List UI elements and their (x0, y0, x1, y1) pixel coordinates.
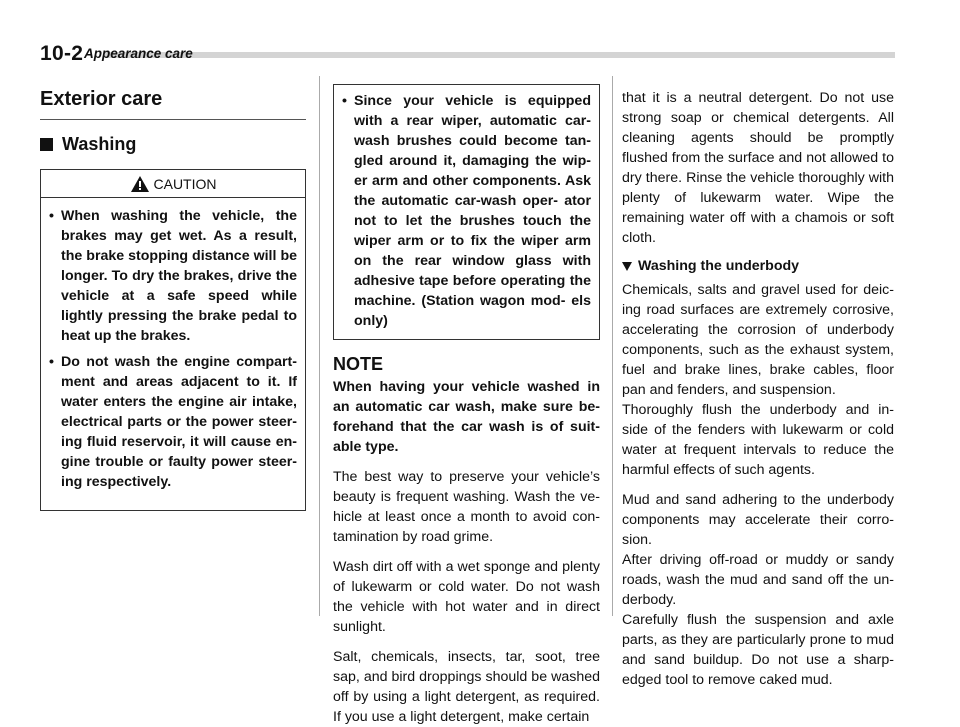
heading-rule (40, 119, 306, 120)
body-paragraph: Wash dirt off with a wet sponge and plenty of lukewarm or cold water. Do not wash the vehicle with hot water and in direct sunlight. (333, 559, 600, 635)
column-divider (612, 76, 613, 616)
square-bullet-icon (40, 138, 53, 151)
body-paragraph: After driving off-road or muddy or sandy roads, wash the mud and sand off the un- derbody. (622, 552, 894, 608)
header-rule (105, 52, 895, 58)
list-item (49, 206, 297, 346)
body-paragraph: Carefully flush the suspension and axle parts, as they are particularly prone to mud and sand buildup. Do not use a sharp-edged tool to remove caked mud. (622, 612, 894, 688)
column-divider (319, 76, 320, 616)
page-header (0, 40, 960, 66)
list-item-text: Since your vehicle is equipped with a rear wiper, automatic car- wash brushes could become tan- gled around it, damaging the wip- er arm and other components. Ask the automatic car-wash oper- ator not to let the brushes touch the wiper arm or to fix the wiper arm on the rear window glass with adhesive tape before operating the machine. (Station wagon mod- els only) (354, 93, 591, 329)
body-paragraph: Chemicals, salts and gravel used for deic- ing road surfaces are extremely corrosive, accelerating the corrosion of underbody components, such as the exhaust system, fuel and brake lines, brake cables, floor pan and fenders, and suspension. (622, 282, 894, 398)
continued-caution-box (333, 84, 600, 340)
body-paragraph: Thoroughly flush the underbody and in- side of the fenders with lukewarm or cold water at frequent intervals to reduce the harmful effects of such agents. (622, 402, 894, 478)
list-item (49, 352, 297, 492)
subheading (622, 258, 894, 274)
note-title: NOTE (333, 354, 384, 374)
subheading-text: Washing the underbody (638, 258, 800, 274)
page-number: 10-2 (40, 42, 84, 65)
caution-list (41, 198, 305, 510)
warning-icon (130, 175, 150, 193)
section-heading-text: Washing (62, 134, 137, 154)
chapter-heading: Exterior care (40, 88, 163, 110)
caution-box (40, 169, 306, 511)
body-paragraph: Salt, chemicals, insects, tar, soot, tree sap, and bird droppings should be washed off by using a light detergent, as required. If you use a light detergent, make certain (333, 649, 600, 725)
section-heading (40, 134, 306, 155)
body-paragraph: that it is a neutral detergent. Do not use strong soap or chemical detergents. All cleaning agents should be promptly flushed from the surface and not allowed to dry there. Rinse the vehicle thoroughly with plenty of lukewarm water. Wipe the remaining water off with a chamois or soft cloth. (622, 90, 894, 246)
bullet-dot-icon: • (49, 354, 54, 370)
triangle-down-icon (622, 261, 632, 271)
column-3 (622, 88, 894, 690)
column-1 (40, 88, 306, 511)
column-2 (333, 84, 600, 727)
note-text: When having your vehicle washed in an automatic car wash, make sure be- forehand that the car wash is of suit- able type. (333, 379, 600, 455)
list-item (342, 91, 591, 331)
section-title: Appearance care (84, 46, 193, 61)
caution-header (41, 170, 305, 198)
caution-label: CAUTION (153, 175, 217, 192)
list-item-text: Do not wash the engine compart- ment and areas adjacent to it. If water enters the engine air intake, electrical parts or the power steer- ing fluid reservoir, it will cause en- gine trouble or faulty power steer- ing respectively. (61, 354, 297, 490)
bullet-dot-icon: • (49, 208, 54, 224)
bullet-dot-icon: • (342, 93, 347, 109)
body-paragraph: Mud and sand adhering to the underbody components may accelerate their corro- sion. (622, 492, 894, 548)
body-paragraph: The best way to preserve your vehicle’s beauty is frequent washing. Wash the ve- hicle at least once a month to avoid con- tamination by road grime. (333, 469, 600, 545)
list-item-text: When washing the vehicle, the brakes may get wet. As a result, the brake stopping distance will be longer. To dry the brakes, drive the vehicle at a safe speed while lightly pressing the brake pedal to heat up the brakes. (61, 208, 297, 344)
